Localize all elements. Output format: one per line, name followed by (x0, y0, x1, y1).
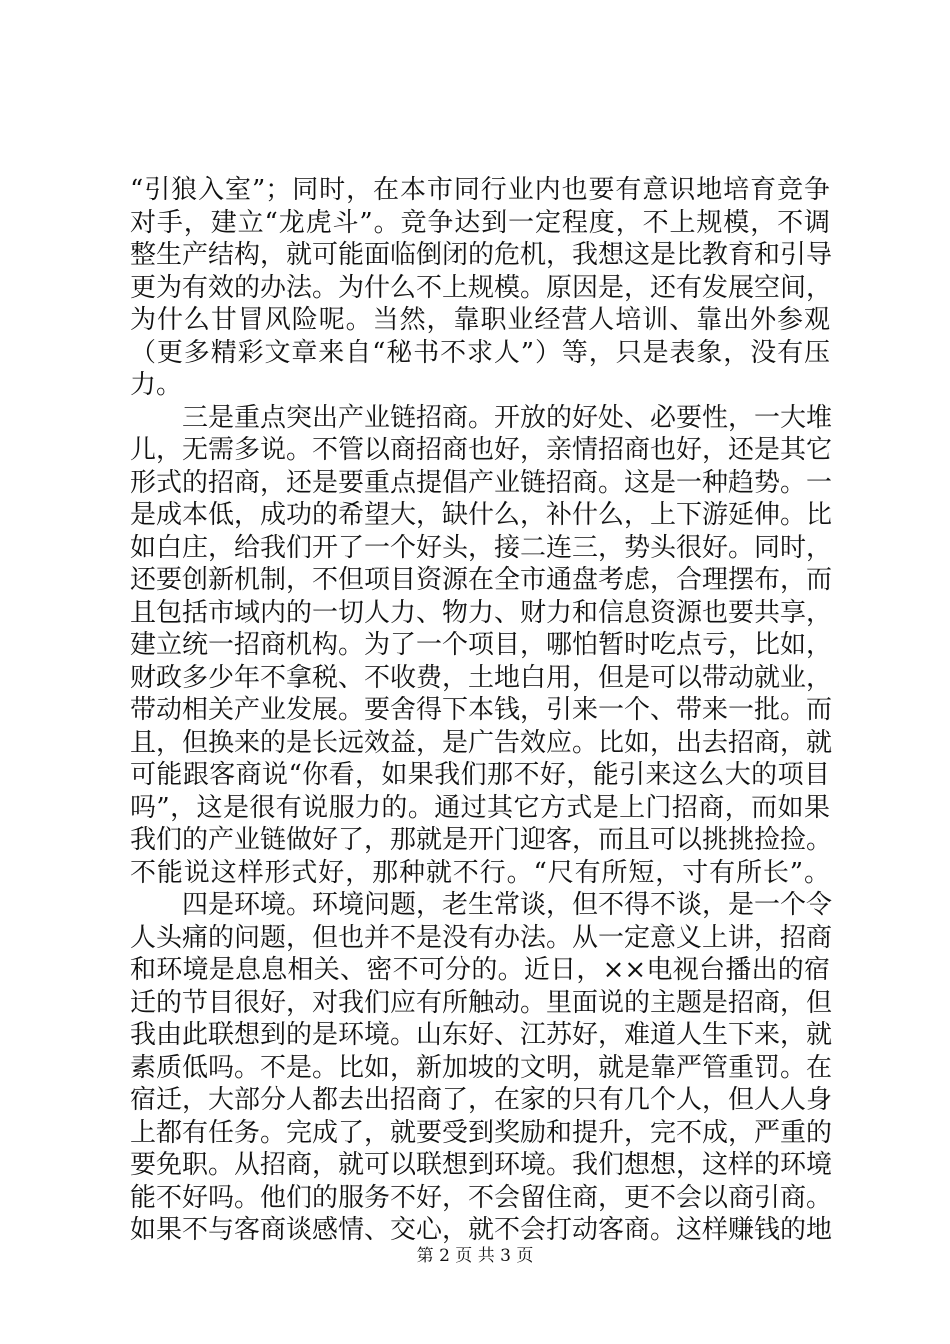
text-line: 三是重点突出产业链招商。开放的好处、必要性，一大堆 (130, 402, 833, 433)
text-line: （更多精彩文章来自“秘书不求人”）等，只是表象，没有压 (130, 337, 830, 368)
text-line: 和环境是息息相关、密不可分的。近日，××电视台播出的宿 (130, 955, 830, 985)
text-line: 带动相关产业发展。要舍得下本钱，引来一个、带来一批。而 (130, 695, 833, 725)
text-line: 如白庄，给我们开了一个好头，接二连三，势头很好。同时， (130, 532, 833, 563)
text-line: 如果不与客商谈感情、交心，就不会打动客商。这样赚钱的地 (130, 1215, 833, 1245)
text-line: 形式的招商，还是要重点提倡产业链招商。这是一种趋势。一 (130, 467, 833, 498)
text-line: 可能跟客商说“你看，如果我们那不好，能引来这么大的项目 (130, 760, 830, 790)
text-line: 不能说这样形式好，那种就不行。“尺有所短，寸有所长”。 (130, 857, 830, 888)
page-number-footer: 第 2 页 共 3 页 (416, 1246, 534, 1266)
text-line: 财政多少年不拿税、不收费，土地白用，但是可以带动就业， (130, 662, 833, 693)
text-line: 宿迁，大部分人都去出招商了，在家的只有几个人，但人人身 (130, 1085, 833, 1115)
text-line: 人头痛的问题，但也并不是没有办法。从一定意义上讲，招商 (130, 922, 833, 953)
text-line: 我由此联想到的是环境。山东好、江苏好，难道人生下来，就 (130, 1020, 833, 1050)
text-line: 且包括市域内的一切人力、物力、财力和信息资源也要共享， (130, 597, 833, 628)
text-line: 吗”，这是很有说服力的。通过其它方式是上门招商，而如果 (130, 792, 830, 823)
text-line: 对手，建立“龙虎斗”。竞争达到一定程度，不上规模，不调 (130, 207, 830, 238)
text-line: 力。 (130, 370, 183, 400)
text-line: 建立统一招商机构。为了一个项目，哪怕暂时吃点亏，比如， (130, 630, 833, 660)
text-line: 上都有任务。完成了，就要受到奖励和提升，完不成，严重的 (130, 1117, 833, 1148)
text-line: 还要创新机制，不但项目资源在全市通盘考虑，合理摆布，而 (130, 565, 833, 595)
text-line: “引狼入室”；同时，在本市同行业内也要有意识地培育竞争 (130, 175, 830, 205)
text-line: 为什么甘冒风险呢。当然，靠职业经营人培训、靠出外参观 (130, 305, 830, 335)
text-line: 四是环境。环境问题，老生常谈，但不得不谈，是一个令 (130, 890, 833, 920)
document-body (130, 174, 833, 1247)
text-line: 整生产结构，就可能面临倒闭的危机，我想这是比教育和引导 (130, 240, 833, 270)
text-line: 我们的产业链做好了，那就是开门迎客，而且可以挑挑捡捡。 (130, 825, 833, 855)
text-line: 且，但换来的是长远效益，是广告效应。比如，出去招商，就 (130, 727, 833, 758)
text-line: 素质低吗。不是。比如，新加坡的文明，就是靠严管重罚。在 (130, 1052, 833, 1083)
text-line: 儿，无需多说。不管以商招商也好，亲情招商也好，还是其它 (130, 435, 833, 465)
text-line: 能不好吗。他们的服务不好，不会留住商，更不会以商引商。 (130, 1182, 833, 1213)
text-line: 更为有效的办法。为什么不上规模。原因是，还有发展空间， (130, 272, 833, 303)
text-line: 要免职。从招商，就可以联想到环境。我们想想，这样的环境 (130, 1150, 833, 1180)
text-line: 迁的节目很好，对我们应有所触动。里面说的主题是招商，但 (130, 987, 833, 1018)
text-line: 是成本低，成功的希望大，缺什么，补什么，上下游延伸。比 (130, 500, 833, 530)
